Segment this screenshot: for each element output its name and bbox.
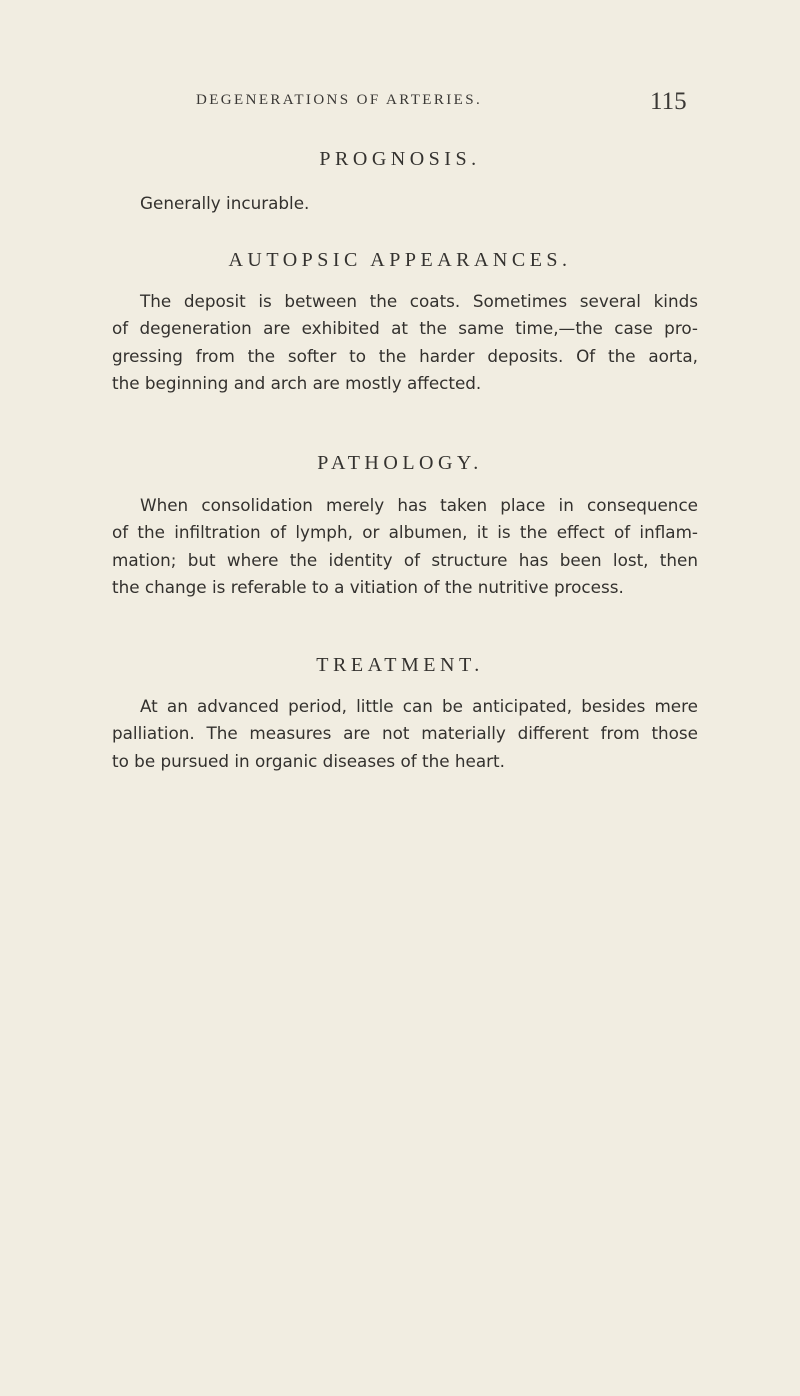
running-head: DEGENERATIONS OF ARTERIES. [196, 92, 483, 108]
paragraph-line: At an advanced period, little can be anticipated, besides mere [140, 696, 698, 716]
heading-treatment: TREATMENT. [316, 654, 484, 676]
paragraph-line: to be pursued in organic diseases of the heart. [112, 750, 505, 771]
heading-autopsic-appearances: AUTOPSIC APPEARANCES. [228, 249, 572, 271]
page-number: 115 [650, 88, 687, 115]
paragraph-line: the change is referable to a vitiation of the nutritive process. [112, 576, 624, 597]
paragraph-line: The deposit is between the coats. Sometimes several kinds [140, 291, 698, 311]
paragraph-line: When consolidation merely has taken place in consequence [140, 495, 698, 515]
paragraph-prognosis [112, 190, 698, 217]
paragraph-line: gressing from the softer to the harder deposits. Of the aorta, [112, 345, 698, 366]
paragraph-line: the beginning and arch are mostly affected. [112, 372, 482, 393]
paragraph-line: palliation. The measures are not materially different from those [112, 723, 698, 744]
paragraph-line: of degeneration are exhibited at the same time,—the case pro- [112, 318, 698, 339]
paragraph-treatment [112, 693, 698, 775]
paragraph-pathology [112, 492, 698, 601]
paragraph-autopsic-appearances [112, 288, 698, 397]
paragraph-line: mation; but where the identity of structure has been lost, then [112, 549, 698, 570]
paragraph-line: Generally incurable. [140, 193, 310, 213]
paragraph-line: of the infiltration of lymph, or albumen, it is the effect of inflam- [112, 522, 698, 543]
heading-prognosis: PROGNOSIS. [319, 148, 481, 170]
heading-pathology: PATHOLOGY. [317, 452, 483, 474]
